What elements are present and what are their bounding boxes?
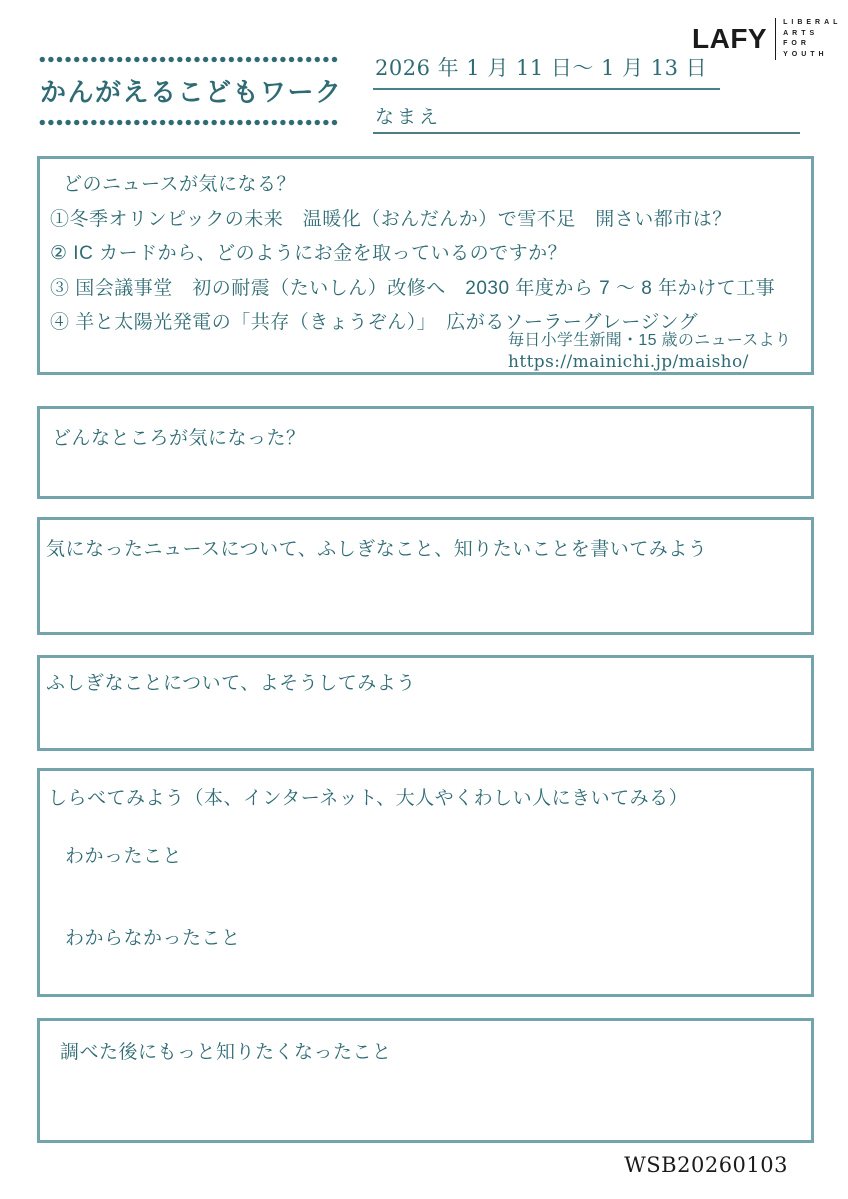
research-prompt: しらべてみよう（本、インターネット、大人やくわしい人にきいてみる） <box>48 788 689 809</box>
news-item-3: ③ 国会議事堂 初の耐震（たいしん）改修へ 2030 年度から 7 ～ 8 年かけて工事 <box>50 277 776 299</box>
date-range-field: 2026 年 1 月 11 日～ 1 月 13 日 <box>373 50 720 90</box>
news-item-2: ② IC カードから、どのようにお金を取っているのですか？ <box>50 243 568 264</box>
news-item-1: ①冬季オリンピックの未来 温暖化（おんだんか）で雪不足 開さい都市は？ <box>50 208 732 230</box>
news-box-title: どのニュースが気になる？ <box>63 174 297 195</box>
credit-text: 毎日小学生新聞・15 歳のニュースより <box>508 332 792 349</box>
interest-point-prompt: どんなところが気になった？ <box>52 428 306 449</box>
not-understood-label: わからなかったこと <box>65 928 241 949</box>
tagline-line: FOR <box>783 40 810 47</box>
wonder-question-write-area[interactable] <box>43 570 808 629</box>
research-box <box>37 768 814 997</box>
tagline-line: LIBERAL <box>783 19 842 26</box>
wonder-question-prompt: 気になったニュースについて、ふしぎなこと、知りたいことを書いてみよう <box>46 539 708 560</box>
news-source-credit <box>508 331 791 372</box>
further-interest-prompt: 調べた後にもっと知りたくなったこと <box>60 1042 392 1063</box>
dotted-rule-top <box>38 56 339 63</box>
further-interest-box <box>37 1018 814 1143</box>
lafy-logo-tagline <box>783 18 841 60</box>
credit-url: https://mainichi.jp/maisho/ <box>508 351 749 372</box>
news-item-4: ④ 羊と太陽光発電の「共存（きょうぞん）」 広がるソーラーグレージング <box>50 312 699 333</box>
page-title: かんがえるこどもワーク <box>40 77 343 107</box>
worksheet-code: WSB20260103 <box>624 1153 788 1177</box>
learned-write-area[interactable] <box>43 871 808 921</box>
lafy-logo <box>692 18 841 60</box>
interest-point-write-area[interactable] <box>43 454 808 493</box>
interest-point-box <box>37 406 814 499</box>
further-interest-write-area[interactable] <box>43 1071 808 1137</box>
news-selection-box <box>37 156 814 375</box>
dotted-rule-bottom <box>38 119 339 126</box>
tagline-line: YOUTH <box>783 50 828 58</box>
learned-label: わかったこと <box>65 846 183 867</box>
prediction-box <box>37 655 814 751</box>
not-understood-write-area[interactable] <box>43 955 808 991</box>
name-field-label[interactable]: なまえ <box>373 90 800 134</box>
wonder-question-box <box>37 517 814 635</box>
title-block <box>38 56 343 126</box>
prediction-prompt: ふしぎなことについて、よそうしてみよう <box>46 673 416 694</box>
lafy-logo-brand: LAFY <box>692 23 768 54</box>
tagline-line: ARTS <box>783 29 819 37</box>
logo-divider <box>775 18 776 60</box>
date-name-block <box>373 50 800 134</box>
prediction-write-area[interactable] <box>43 700 808 745</box>
